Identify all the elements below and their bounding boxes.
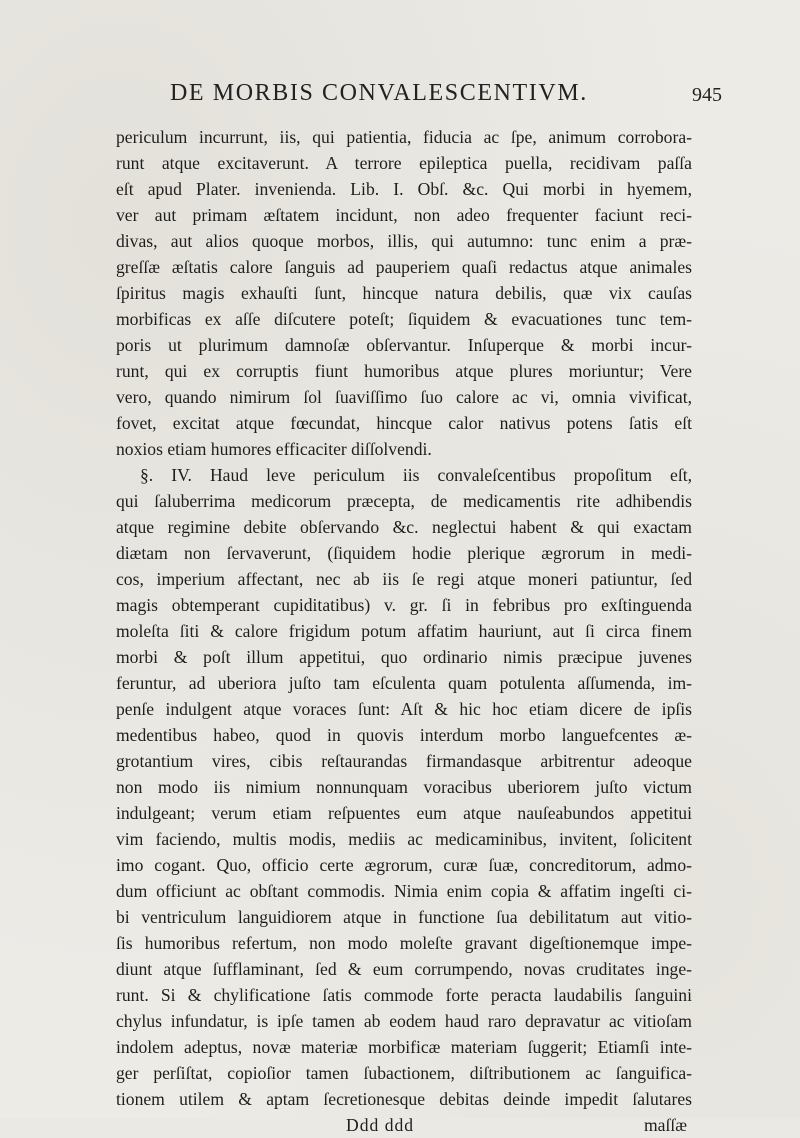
text-line: dum officiunt ac obſtant commodis. Nimia enim copia & affatim ingeſti ci- (116, 881, 692, 901)
text-line: diunt atque ſufflaminant, ſed & eum corrumpendo, novas cruditates inge- (116, 959, 692, 979)
text-line: divas, aut alios quoque morbos, illis, qui autumno: tunc enim a præ- (116, 231, 692, 251)
signature-mark: Ddd ddd (346, 1115, 415, 1135)
text-line: qui ſaluberrima medicorum præcepta, de medicamentis rite adhibendis (116, 491, 692, 511)
text-line: moleſta ſiti & calore frigidum potum affatim hauriunt, aut ſi circa finem (116, 621, 692, 641)
text-line: runt. Si & chylificatione ſatis commode forte peracta laudabilis ſanguini (116, 985, 692, 1005)
text-line: bi ventriculum languidiorem atque in functione ſua debilitatum aut vitio- (116, 907, 692, 927)
text-line: ger perſiſtat, copioſior tamen ſubactionem, diſtributionem ac ſanguifica- (116, 1063, 692, 1083)
text-line: tionem utilem & aptam ſecretionesque debitas deinde impedit ſalutares (116, 1089, 692, 1109)
text-line: diætam non ſervaverunt, (ſiquidem hodie plerique ægrorum in medi- (116, 543, 692, 563)
text-line: ſis humoribus refertum, non modo moleſte gravant digeſtionemque impe- (116, 933, 692, 953)
text-line: runt, qui ex corruptis fiunt humoribus atque plures moriuntur; Vere (116, 361, 692, 381)
text-line: runt atque excitaverunt. A terrore epileptica puella, recidivam paſſa (116, 153, 692, 173)
text-line: atque regimine debite obſervando &c. neglectui habent & qui exactam (116, 517, 692, 537)
text-line: feruntur, ad uberiora juſto tam eſculenta quam potulenta aſſumenda, im- (116, 673, 692, 693)
text-line: greſſæ æſtatis calore ſanguis ad pauperiem quaſi redactus atque animales (116, 257, 692, 277)
text-line: fovet, excitat atque fœcundat, hincque calor nativus potens ſatis eſt (116, 413, 692, 433)
running-title: DE MORBIS CONVALESCENTIVM. (170, 80, 588, 106)
text-line: vim faciendo, multis modis, mediis ac medicaminibus, invitent, ſolicitent (116, 829, 692, 849)
catchword: maſſæ (644, 1115, 688, 1135)
text-line: magis obtemperant cupiditatibus) v. gr. ſi in febribus pro exſtinguenda (116, 595, 692, 615)
text-line: cos, imperium affectant, nec ab iis ſe regi atque moneri patiuntur, ſed (116, 569, 692, 589)
text-line: grotantium vires, cibis reſtaurandas firmandasque arbitrentur adeoque (116, 751, 692, 771)
text-line: periculum incurrunt, iis, qui patientia, fiducia ac ſpe, animum corrobora- (116, 127, 692, 147)
text-line: penſe indulgent atque voraces ſunt: Aſt & hic hoc etiam dicere de ipſis (116, 699, 692, 719)
text-line: non modo iis nimium nonnunquam voracibus uberiorem juſto victum (116, 777, 692, 797)
text-line: indolem adeptus, novæ materiæ morbificæ materiam ſuggerit; Etiamſi inte- (116, 1037, 692, 1057)
page-number: 945 (692, 84, 722, 106)
text-line: chylus infundatur, is ipſe tamen ab eodem haud raro depravatur ac vitioſam (116, 1011, 692, 1031)
text-line: eſt apud Plater. invenienda. Lib. I. Obſ. &c. Qui morbi in hyemem, (116, 179, 692, 199)
text-line: ver aut primam æſtatem incidunt, non adeo frequenter faciunt reci- (116, 205, 692, 225)
page-header (0, 80, 800, 120)
text-line: noxios etiam humores efficaciter diſſolvendi. (116, 439, 432, 459)
text-line: poris ut plurimum damnoſæ obſervantur. Inſuperque & morbi incur- (116, 335, 692, 355)
text-line: vero, quando nimirum ſol ſuaviſſimo ſuo calore ac vi, omnia vivificat, (116, 387, 692, 407)
text-line: morbi & poſt illum appetitui, quo ordinario nimis præcipue juvenes (116, 647, 692, 667)
text-line: morbificas ex aſſe diſcutere poteſt; ſiquidem & evacuationes tunc tem- (116, 309, 692, 329)
section-start-line: §. IV. Haud leve periculum iis convaleſcentibus propoſitum eſt, (140, 465, 692, 485)
text-line: ſpiritus magis exhauſti ſunt, hincque natura debilis, quæ vix cauſas (116, 283, 692, 303)
text-line: imo cogant. Quo, officio certe ægrorum, curæ ſuæ, concreditorum, admo- (116, 855, 692, 875)
text-line: indulgeant; verum etiam reſpuentes eum atque nauſeabundos appetitui (116, 803, 692, 823)
text-line: medentibus habeo, quod in quovis interdum morbo languefcentes æ- (116, 725, 692, 745)
